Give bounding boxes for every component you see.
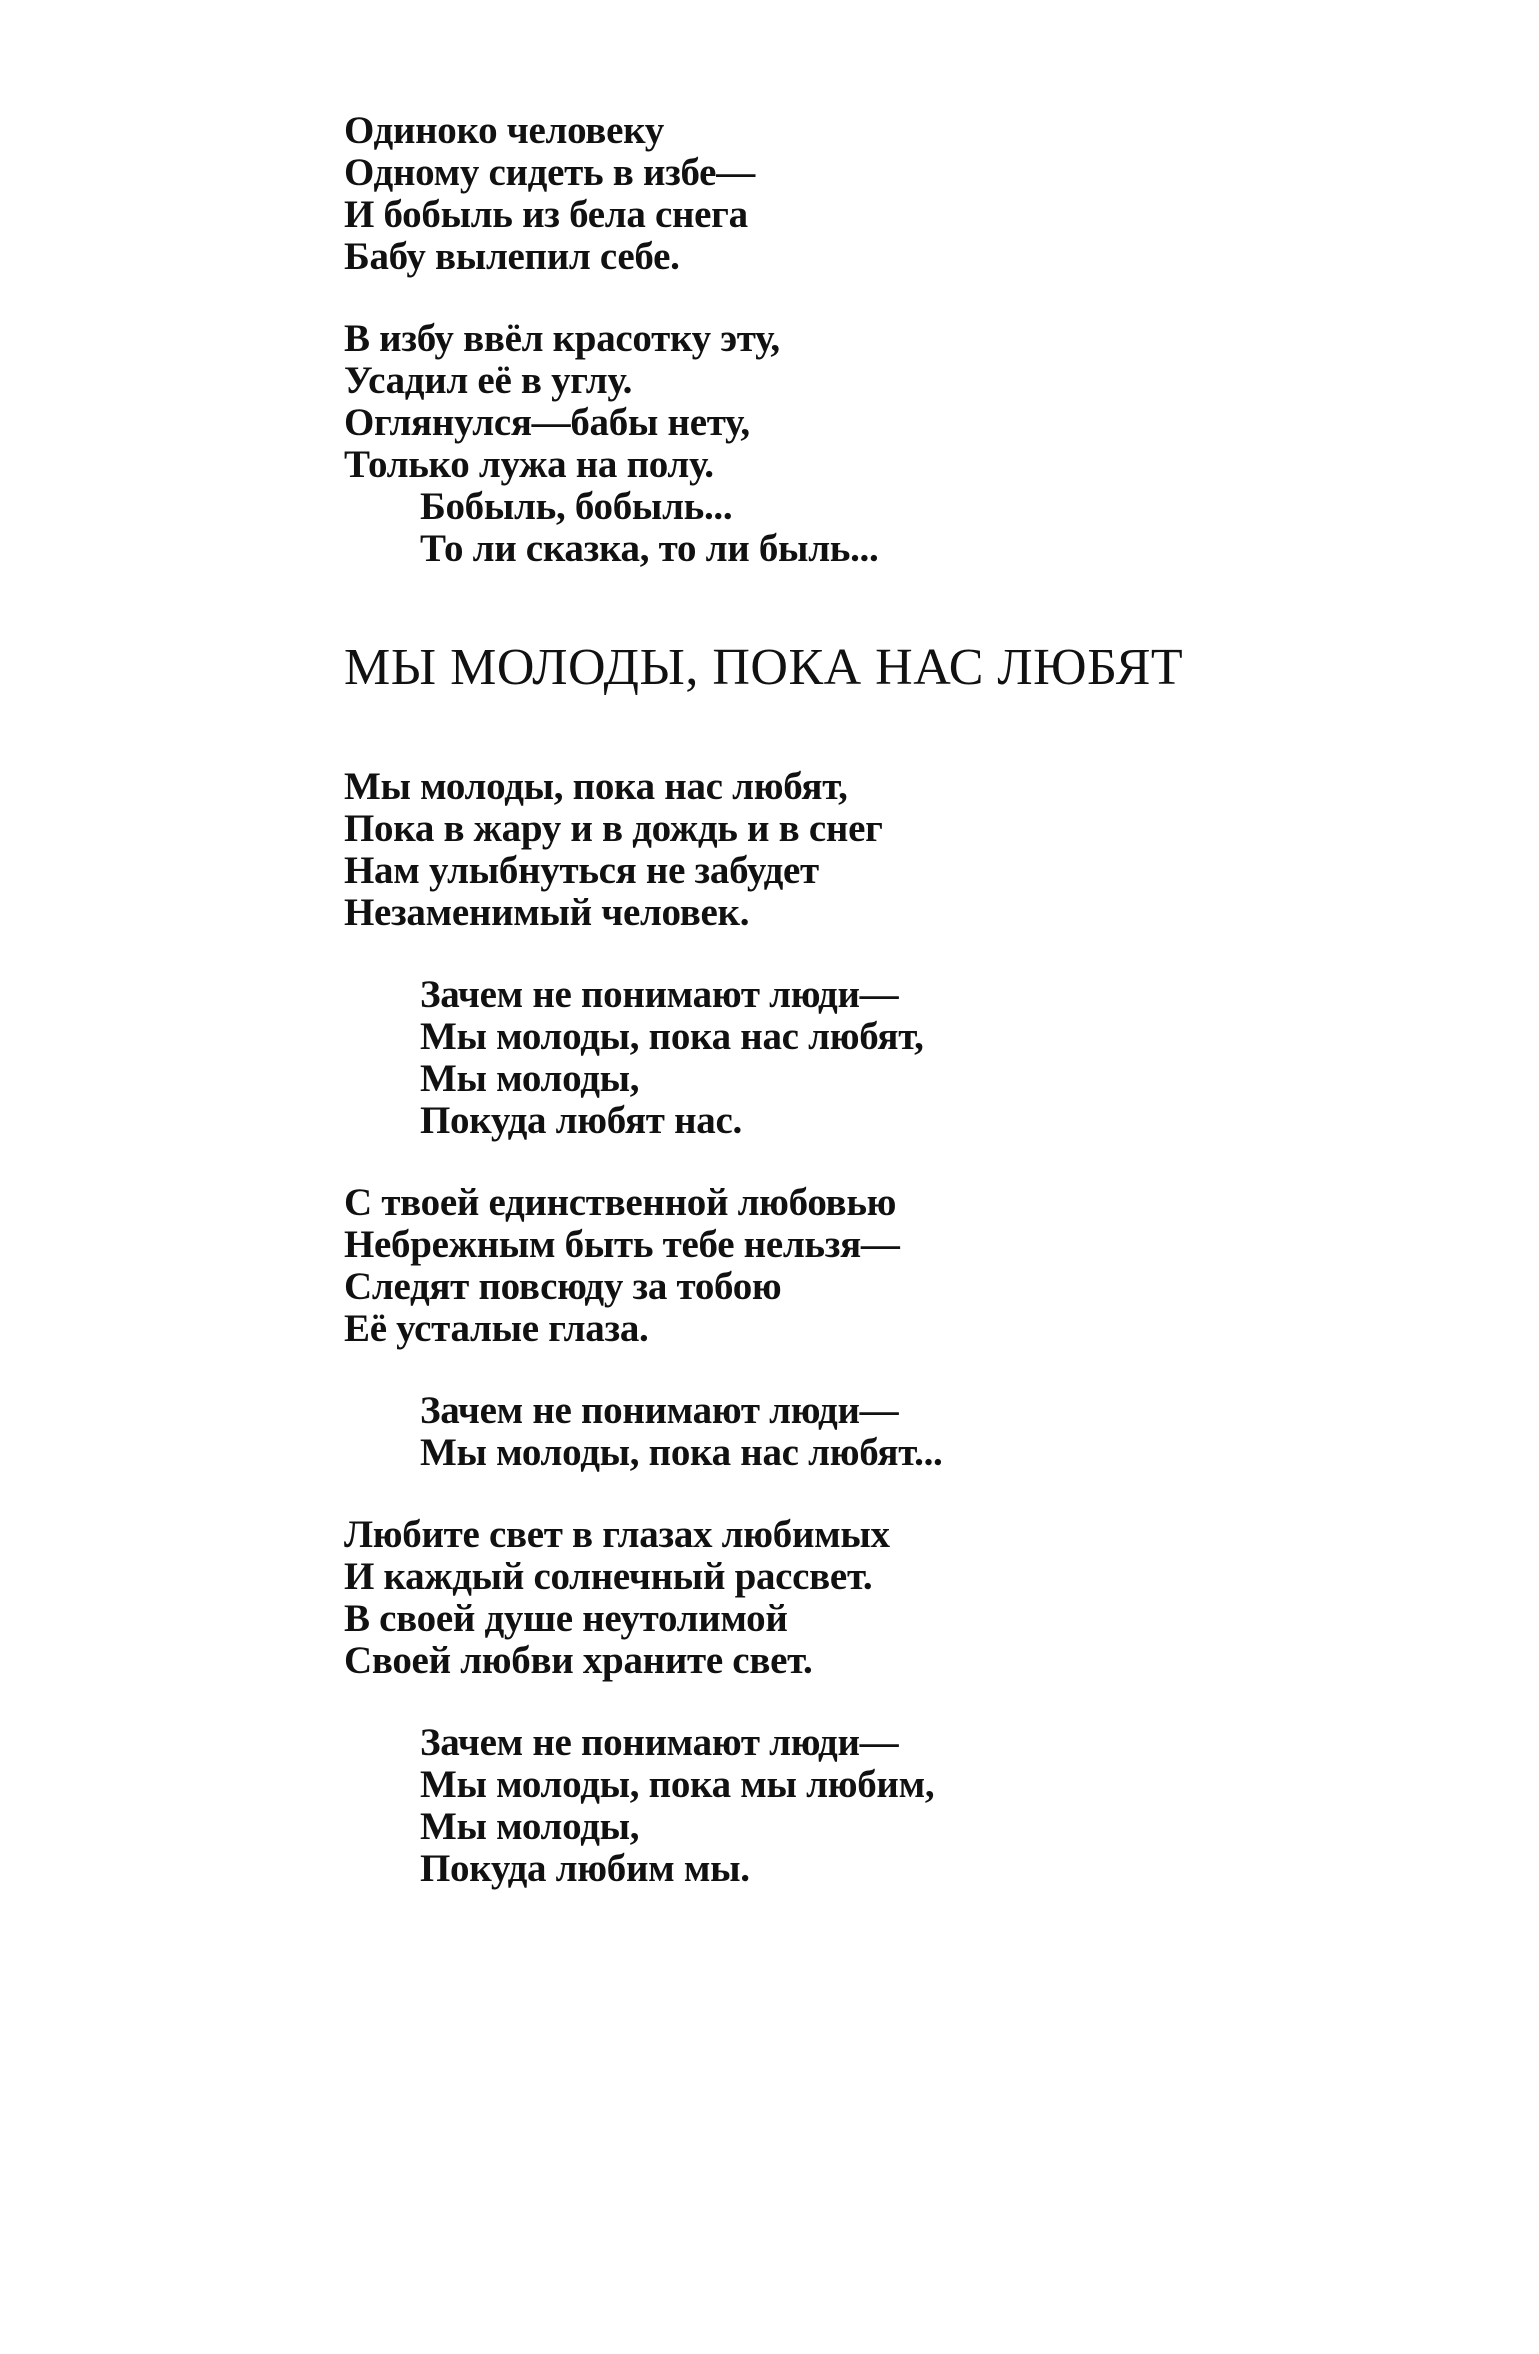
stanza-gap [344,1474,1394,1514]
verse-line: Незаменимый человек. [344,891,750,934]
verse-line: Её усталые глаза. [344,1307,649,1350]
poem2-chorus-1 [344,974,1394,1142]
verse-line: Пока в жару и в дождь и в снег [344,807,883,850]
chorus-line: Мы молоды, [420,1805,640,1848]
verse-line: Небрежным быть тебе нельзя— [344,1223,900,1266]
verse-line: Нам улыбнуться не забудет [344,849,819,892]
refrain-line: Бобыль, бобыль... [420,485,733,528]
chorus-line: Зачем не понимают люди— [420,973,899,1016]
poem2-stanza-3 [344,1514,1394,1682]
stanza-gap [344,1350,1394,1390]
stanza-gap [344,278,1394,318]
poem1-stanza-2 [344,318,1394,486]
poem2-chorus-3 [344,1722,1394,1890]
verse-line: Оглянулся—бабы нету, [344,401,750,444]
stanza-gap [344,1142,1394,1182]
verse-line: Любите свет в глазах любимых [344,1513,890,1556]
chorus-line: Мы молоды, пока нас любят, [420,1015,924,1058]
verse-line: Одному сидеть в избе— [344,151,755,194]
chorus-line: Мы молоды, [420,1057,640,1100]
verse-line: И каждый солнечный рассвет. [344,1555,873,1598]
poem-title: МЫ МОЛОДЫ, ПОКА НАС ЛЮБЯТ [344,639,1184,696]
chorus-line: Мы молоды, пока нас любят... [420,1431,943,1474]
text-column [344,110,1394,1890]
chorus-line: Мы молоды, пока мы любим, [420,1763,935,1806]
chorus-line: Покуда любим мы. [420,1847,750,1890]
title-gap [344,698,1394,766]
chorus-line: Зачем не понимают люди— [420,1721,899,1764]
verse-line: Одиноко человеку [344,109,664,152]
refrain-line: То ли сказка, то ли быль... [420,527,879,570]
verse-line: Усадил её в углу. [344,359,633,402]
poem2-stanza-2 [344,1182,1394,1350]
verse-line: Мы молоды, пока нас любят, [344,765,848,808]
poem2-chorus-2 [344,1390,1394,1474]
chorus-line: Покуда любят нас. [420,1099,742,1142]
verse-line: И бобыль из бела снега [344,193,748,236]
poem1-refrain [344,486,1394,570]
stanza-gap [344,1682,1394,1722]
poem1-stanza-1 [344,110,1394,278]
verse-line: Бабу вылепил себе. [344,235,680,278]
verse-line: В своей душе неутолимой [344,1597,788,1640]
stanza-gap [344,934,1394,974]
verse-line: Своей любви храните свет. [344,1639,813,1682]
poem2-stanza-1 [344,766,1394,934]
verse-line: Только лужа на полу. [344,443,714,486]
section-gap [344,570,1394,638]
chorus-line: Зачем не понимают люди— [420,1389,899,1432]
verse-line: С твоей единственной любовью [344,1181,897,1224]
verse-line: В избу ввёл красотку эту, [344,317,780,360]
verse-line: Следят повсюду за тобою [344,1265,782,1308]
